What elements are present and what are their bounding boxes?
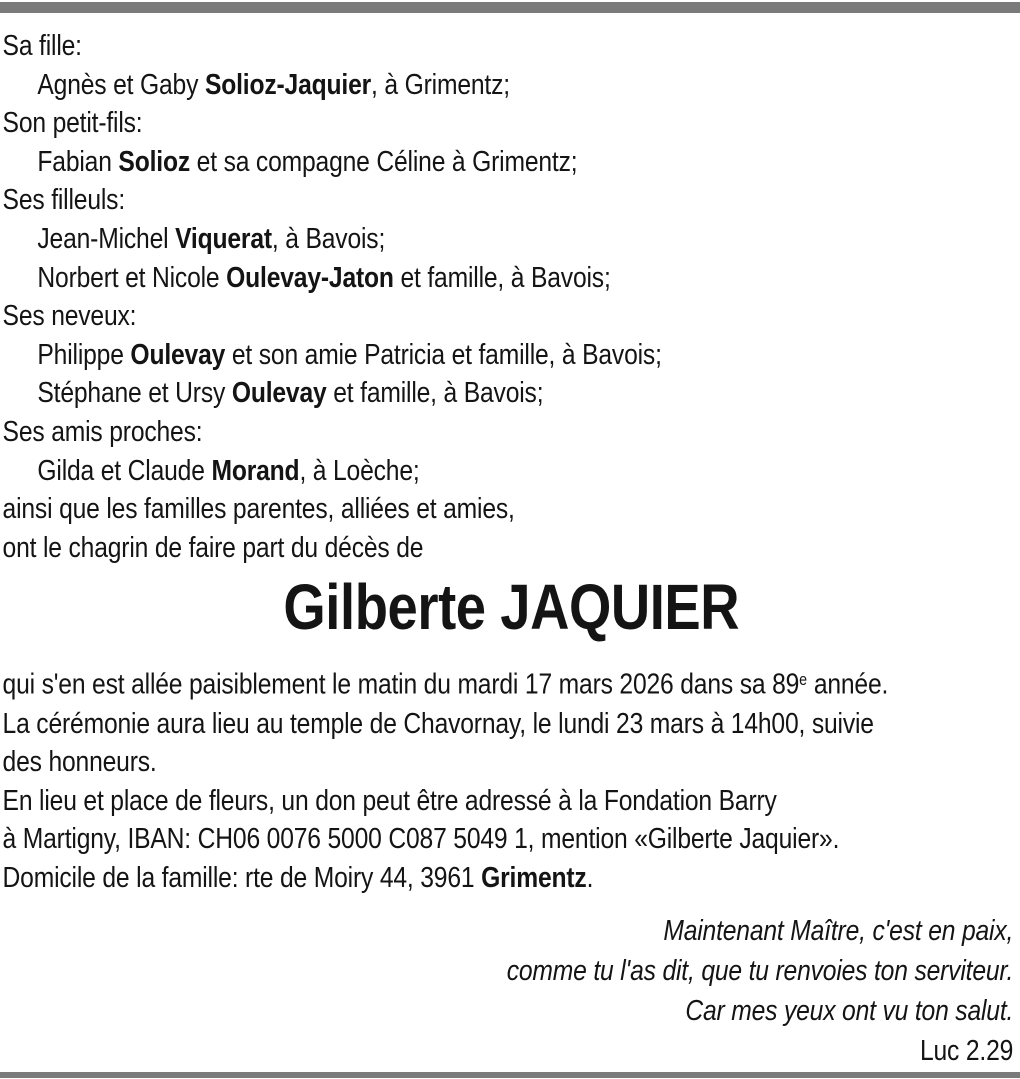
body-line xyxy=(3,820,1020,859)
family-line xyxy=(3,143,1020,182)
quote-line xyxy=(3,991,1014,1031)
family-line xyxy=(3,104,1020,143)
line-text: , à Bavois; xyxy=(271,222,386,255)
scripture-quote xyxy=(3,911,1020,1071)
line-text: En lieu et place de fleurs, un don peut être adressé à la Fondation Barry xyxy=(2,784,777,817)
family-line xyxy=(3,259,1020,298)
line-text: et son amie Patricia et famille, à Bavois; xyxy=(225,338,662,371)
body-line xyxy=(3,859,1020,898)
line-text: et famille, à Bavois; xyxy=(326,377,544,410)
body-line xyxy=(3,705,1020,744)
family-line xyxy=(3,374,1020,413)
line-text: ont le chagrin de faire part du décès de xyxy=(2,531,424,564)
line-text: Car mes yeux ont vu ton salut. xyxy=(685,994,1014,1027)
line-text: Ses filleuls: xyxy=(2,184,126,217)
family-line xyxy=(3,336,1020,375)
family-name: Oulevay-Jaton xyxy=(226,261,394,294)
family-line xyxy=(3,452,1020,491)
line-text: Stéphane et Ursy xyxy=(37,377,232,410)
family-line xyxy=(3,181,1020,220)
line-text: Sa fille: xyxy=(2,30,82,62)
line-text: et sa compagne Céline à Grimentz; xyxy=(189,145,578,178)
body-line xyxy=(3,661,1020,704)
line-text: Jean-Michel xyxy=(37,222,176,255)
family-name: Solioz-Jaquier xyxy=(204,68,372,101)
family-line xyxy=(3,297,1020,336)
line-text: qui s'en est allée paisiblement le matin du mardi 17 mars 2026 dans sa 89 xyxy=(2,669,800,702)
superscript-ordinal: e xyxy=(799,670,808,690)
line-text: La cérémonie aura lieu au temple de Chavornay, le lundi 23 mars à 14h00, suivie xyxy=(2,707,874,740)
line-text: à Martigny, IBAN: CH06 0076 5000 C087 5049 1, mention «Gilberte Jaquier». xyxy=(2,823,840,856)
deceased-name-title: Gilberte JAQUIER xyxy=(283,571,740,644)
line-text: Luc 2.29 xyxy=(919,1034,1014,1067)
family-line xyxy=(3,27,1020,66)
line-text: , à Grimentz; xyxy=(371,68,510,101)
family-line xyxy=(3,220,1020,259)
line-text: Maintenant Maître, c'est en paix, xyxy=(663,914,1014,947)
line-text: , à Loèche; xyxy=(299,454,420,487)
line-text: Norbert et Nicole xyxy=(37,261,227,294)
place-name: Grimentz xyxy=(481,862,587,895)
bottom-separator-bar xyxy=(0,1072,1020,1078)
line-text: . xyxy=(586,862,594,895)
line-text: et famille, à Bavois; xyxy=(393,261,611,294)
line-text: ainsi que les familles parentes, alliées et amies, xyxy=(2,493,515,526)
line-text: Agnès et Gaby xyxy=(37,68,205,101)
line-text: comme tu l'as dit, que tu renvoies ton serviteur. xyxy=(506,954,1014,987)
family-line xyxy=(3,490,1020,529)
family-name: Solioz xyxy=(118,145,190,178)
body-line xyxy=(3,782,1020,821)
family-name: Viquerat xyxy=(175,222,272,255)
line-text: Domicile de la famille: rte de Moiry 44, 3961 xyxy=(2,862,482,895)
line-text: Gilda et Claude xyxy=(37,454,212,487)
family-line xyxy=(3,413,1020,452)
family-name: Oulevay xyxy=(130,338,226,371)
line-text: année. xyxy=(807,669,889,702)
family-name: Oulevay xyxy=(231,377,327,410)
line-text: Philippe xyxy=(37,338,131,371)
quote-line xyxy=(3,951,1014,991)
line-text: Ses amis proches: xyxy=(2,415,203,448)
family-line xyxy=(3,66,1020,105)
line-text: Son petit-fils: xyxy=(2,107,143,140)
quote-line xyxy=(3,911,1014,951)
line-text: Ses neveux: xyxy=(2,300,137,333)
line-text: Fabian xyxy=(37,145,119,178)
quote-source xyxy=(3,1031,1014,1071)
body-line xyxy=(3,743,1020,782)
line-text: des honneurs. xyxy=(2,746,157,779)
family-name: Morand xyxy=(211,454,300,487)
family-line xyxy=(3,529,1020,568)
